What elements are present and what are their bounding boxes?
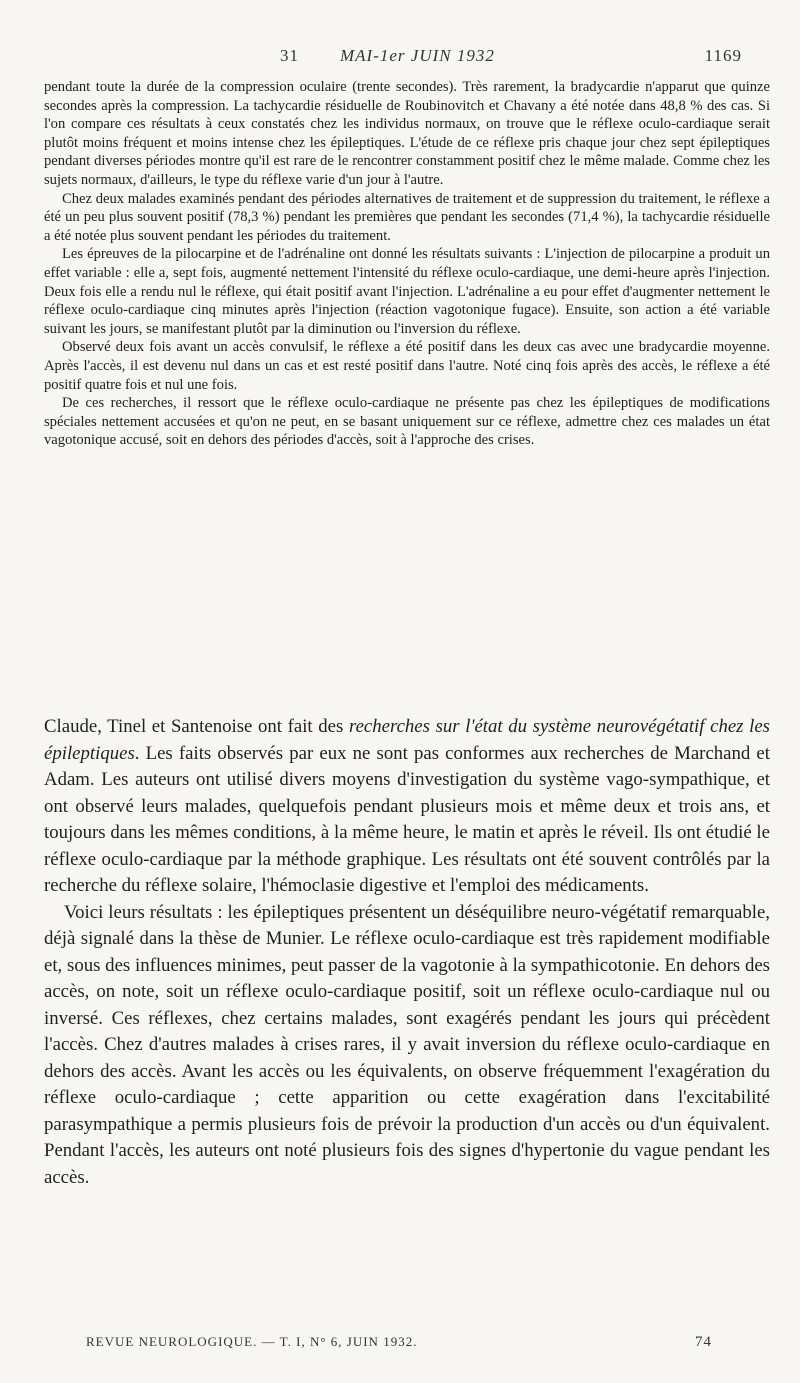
main-paragraph-1 [44,714,770,900]
main-paragraph-2: Voici leurs résultats : les épileptiques présentent un déséquilibre neuro-végétatif remarquable, déjà signalé dans la thèse de Munier. Le réflexe oculo-cardiaque est très rapidement modifiable et, sous des influences minimes, peut passer de la vagotonie à la sympathicotonie. En dehors des accès, on note, soit un réflexe oculo-cardiaque positif, soit un réflexe oculo-cardiaque nul ou inversé. Ces réflexes, chez certains malades, sont exagérés pendant les jours qui précèdent l'accès. Chez d'autres malades à crises rares, il y avait inversion du réflexe oculo-cardiaque en dehors des accès. Avant les accès ou les équivalents, on observe fréquemment l'exagération du réflexe oculo-cardiaque ; cette apparition ou cette exagération dans l'excitabilité parasympathique a permis plusieurs fois de prévoir la production d'un accès ou d'un équivalent. Pendant l'accès, les auteurs ont noté plusieurs fois des signes d'hypertonie du vague pendant les accès. [44,901,770,1188]
issue-date: MAI-1er JUIN 1932 [340,46,495,65]
page-number-left: 31 [280,46,299,65]
main-paragraph-1-end: . Les faits observés par eux ne sont pas conformes aux recherches de Marchand et Adam. Les auteurs ont utilisé divers moyens d'investigation du système vago-sympathique, et ont observé leurs malades, quelquefois pendant plusieurs mois et même deux et trois ans, et toujours dans les mêmes conditions, à la même heure, le matin et après le réveil. Ils ont étudié le réflexe oculo-cardiaque par la méthode graphique. Les résultats ont été souvent contrôlés par la recherche du réflexe solaire, l'hémoclasie digestive et l'emploi des médicaments. [44,742,770,896]
main-paragraph-1-italic: recherches sur l'état du système neurovégétatif chez les épileptiques [44,716,770,764]
small-paragraph-4: Observé deux fois avant un accès convulsif, le réflexe a été positif dans les deux cas avec une bradycardie moyenne. Après l'accès, il est devenu nul dans un cas et est resté positif dans l'autre. Noté cinq fois après des accès, le réflexe a été positif quatre fois et nul une fois. [44,339,770,393]
main-paragraph-1-start: Claude, Tinel et Santenoise ont fait des [44,716,349,737]
small-print-section [44,78,770,450]
running-header [60,46,752,70]
small-paragraph-2: Chez deux malades examinés pendant des périodes alternatives de traitement et de suppression du traitement, le réflexe a été un peu plus souvent positif (78,3 %) pendant les premières que pendant les secondes (71,4 %), la tachycardie résiduelle a été notée plus souvent pendant les périodes du traitement. [44,190,770,244]
small-paragraph-1: pendant toute la durée de la compression oculaire (trente secondes). Très rarement, la bradycardie n'apparut que quinze secondes après la compression. La tachycardie résiduelle de Roubinovitch et Chavany a été notée dans 48,8 % des cas. Si l'on compare ces résultats à ceux constatés chez les individus normaux, on trouve que le réflexe oculo-cardiaque serait plutôt moins fréquent et moins intense chez les épileptiques. L'étude de ce réflexe pris chaque jour chez sept épileptiques pendant diverses périodes montre qu'il est rare de le rencontrer constamment positif chez le même malade. Comme chez les sujets normaux, d'ailleurs, le type du réflexe varie d'un jour à l'autre. [44,79,770,188]
page-footer [86,1334,712,1350]
small-paragraph-3: Les épreuves de la pilocarpine et de l'adrénaline ont donné les résultats suivants : L'injection de pilocarpine a produit un effet variable : elle a, sept fois, augmenté nettement l'intensité du réflexe oculo-cardiaque, une demi-heure après l'injection. Deux fois elle a rendu nul le réflexe, qui était positif avant l'injection. L'adrénaline a eu pour effet d'augmenter nettement le réflexe oculo-cardiaque cinq minutes après l'injection (réaction vagotonique fugace). Ensuite, son action a été variable suivant les jours, se manifestant plutôt par la diminution ou l'inversion du réflexe. [44,246,770,337]
main-text-section [44,714,770,1191]
sheet-number: 74 [695,1334,712,1350]
page-number: 1169 [704,46,742,65]
journal-citation: REVUE NEUROLOGIQUE. — T. I, N° 6, JUIN 1932. [86,1334,418,1349]
small-paragraph-5: De ces recherches, il ressort que le réflexe oculo-cardiaque ne présente pas chez les épileptiques de modifications spéciales nettement accusées et qu'on ne peut, en se basant uniquement sur ce réflexe, admettre chez ces malades un état vagotonique accusé, soit en dehors des périodes d'accès, soit à l'approche des crises. [44,395,770,449]
